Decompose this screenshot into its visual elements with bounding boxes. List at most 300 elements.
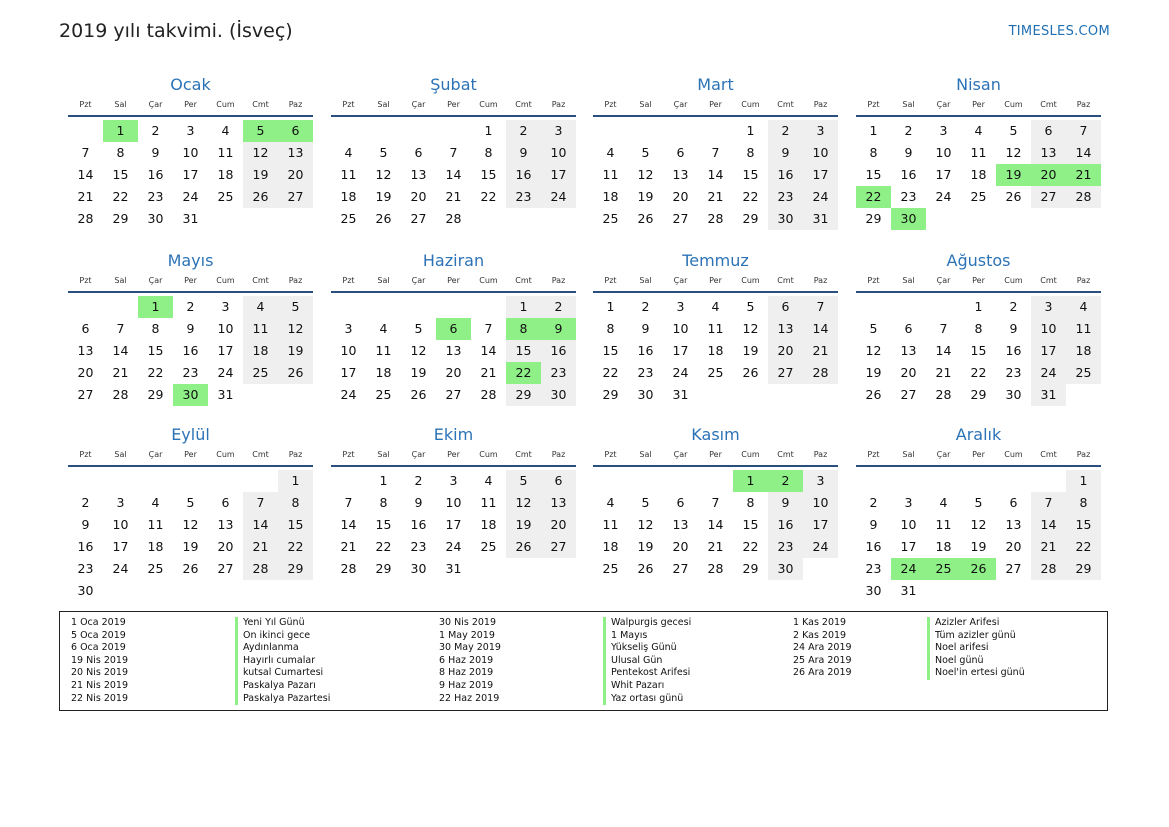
weekday-label: Cum <box>216 450 235 459</box>
weekday-label: Per <box>709 276 722 285</box>
month-title: Ağustos <box>946 251 1011 270</box>
holiday-name: Noel arifesi <box>927 642 1025 655</box>
legend-names-col1 <box>235 617 330 705</box>
month-block <box>68 74 313 230</box>
day-cell: 8 <box>484 145 493 160</box>
day-cell: 12 <box>637 167 654 182</box>
day-cell: 7 <box>81 145 90 160</box>
day-cell: 7 <box>711 495 720 510</box>
day-cell: 29 <box>602 387 619 402</box>
empty-cell <box>926 296 961 318</box>
day-cell: 13 <box>768 318 803 340</box>
weekday-header <box>856 272 1101 293</box>
empty-cell <box>366 120 401 142</box>
day-cell: 16 <box>410 517 427 532</box>
day-cell: 4 <box>606 495 615 510</box>
day-cell: 27 <box>1005 561 1022 576</box>
weekday-label: Çar <box>411 100 426 109</box>
empty-cell <box>926 470 961 492</box>
weekday-label: Sal <box>639 276 652 285</box>
day-cell: 16 <box>147 167 164 182</box>
weekday-label: Çar <box>936 450 951 459</box>
day-cell: 18 <box>375 365 392 380</box>
day-cell: 12 <box>970 517 987 532</box>
day-cell: 23 <box>541 362 576 384</box>
day-cell: 1 <box>974 299 983 314</box>
day-cell: 22 <box>375 539 392 554</box>
day-cell: 4 <box>243 296 278 318</box>
holiday-day-cell: 8 <box>506 318 541 340</box>
day-cell: 30 <box>1005 387 1022 402</box>
day-cell: 5 <box>506 470 541 492</box>
day-cell: 13 <box>410 167 427 182</box>
legend-names-col3 <box>927 617 1025 680</box>
weekday-header <box>856 446 1101 467</box>
weekday-label: Çar <box>673 276 688 285</box>
day-grid <box>331 296 576 406</box>
day-cell: 31 <box>900 583 917 598</box>
day-cell: 31 <box>1031 384 1066 406</box>
day-cell: 3 <box>221 299 230 314</box>
day-grid <box>331 120 576 230</box>
day-cell: 19 <box>637 539 654 554</box>
weekday-label: Pzt <box>342 276 355 285</box>
empty-cell <box>138 470 173 492</box>
day-cell: 10 <box>340 343 357 358</box>
month-block <box>856 424 1101 602</box>
weekday-label: Cum <box>1004 100 1023 109</box>
holiday-date: 26 Ara 2019 <box>793 667 852 679</box>
day-cell: 13 <box>1005 517 1022 532</box>
weekday-label: Paz <box>1076 100 1091 109</box>
holiday-date: 22 Haz 2019 <box>439 692 500 704</box>
day-cell: 14 <box>803 318 838 340</box>
day-cell: 22 <box>1066 536 1101 558</box>
weekday-label: Çar <box>411 276 426 285</box>
weekday-label: Per <box>184 276 197 285</box>
weekday-label: Cum <box>216 100 235 109</box>
weekday-label: Çar <box>148 100 163 109</box>
day-cell: 1 <box>746 123 755 138</box>
day-grid <box>593 296 838 406</box>
day-cell: 30 <box>637 387 654 402</box>
day-cell: 31 <box>182 211 199 226</box>
weekday-label: Cum <box>1004 450 1023 459</box>
day-cell: 14 <box>480 343 497 358</box>
empty-cell <box>663 470 698 492</box>
day-cell: 4 <box>939 495 948 510</box>
weekday-label: Çar <box>411 450 426 459</box>
weekday-label: Cum <box>1004 276 1023 285</box>
day-cell: 6 <box>1009 495 1018 510</box>
day-cell: 6 <box>541 470 576 492</box>
holiday-name: Pentekost Arifesi <box>603 667 691 680</box>
empty-cell <box>366 296 401 318</box>
month-title: Haziran <box>422 251 485 270</box>
day-cell: 14 <box>112 343 129 358</box>
weekday-label: Cum <box>741 450 760 459</box>
day-cell: 15 <box>742 167 759 182</box>
weekday-header <box>331 272 576 293</box>
empty-cell <box>856 296 891 318</box>
holiday-date: 1 May 2019 <box>439 629 495 641</box>
holiday-name: Tüm azizler günü <box>927 630 1025 643</box>
day-cell: 16 <box>182 343 199 358</box>
weekday-label: Cmt <box>252 100 269 109</box>
day-cell: 7 <box>803 296 838 318</box>
weekday-label: Sal <box>902 276 915 285</box>
day-cell: 26 <box>1005 189 1022 204</box>
weekday-label: Sal <box>902 450 915 459</box>
holiday-day-cell: 1 <box>733 470 768 492</box>
empty-cell <box>401 120 436 142</box>
day-cell: 14 <box>1031 514 1066 536</box>
day-cell: 22 <box>742 539 759 554</box>
weekday-label: Per <box>447 450 460 459</box>
month-block <box>331 424 576 580</box>
weekday-label: Çar <box>936 100 951 109</box>
holiday-name: Paskalya Pazartesi <box>235 693 330 706</box>
day-cell: 26 <box>375 211 392 226</box>
weekday-label: Pzt <box>79 100 92 109</box>
day-cell: 19 <box>243 164 278 186</box>
day-cell: 7 <box>344 495 353 510</box>
weekday-label: Pzt <box>604 100 617 109</box>
weekday-label: Cmt <box>777 100 794 109</box>
weekday-label: Per <box>184 100 197 109</box>
day-cell: 2 <box>506 120 541 142</box>
day-cell: 5 <box>278 296 313 318</box>
day-cell: 25 <box>243 362 278 384</box>
holiday-name: Whit Pazarı <box>603 680 691 693</box>
day-cell: 10 <box>182 145 199 160</box>
day-cell: 14 <box>445 167 462 182</box>
day-cell: 27 <box>768 362 803 384</box>
day-cell: 26 <box>637 561 654 576</box>
legend-dates-col1 <box>71 617 128 705</box>
day-cell: 8 <box>974 321 983 336</box>
day-cell: 12 <box>278 318 313 340</box>
day-grid <box>68 470 313 602</box>
weekday-header <box>593 446 838 467</box>
day-cell: 2 <box>869 495 878 510</box>
day-cell: 14 <box>707 517 724 532</box>
holiday-day-cell: 25 <box>926 558 961 580</box>
day-cell: 7 <box>116 321 125 336</box>
day-cell: 25 <box>1066 362 1101 384</box>
day-cell: 4 <box>221 123 230 138</box>
holiday-day-cell: 30 <box>173 384 208 406</box>
empty-cell <box>243 470 278 492</box>
day-cell: 28 <box>1066 186 1101 208</box>
day-cell: 13 <box>1031 142 1066 164</box>
day-cell: 15 <box>865 167 882 182</box>
day-cell: 23 <box>410 539 427 554</box>
day-cell: 27 <box>1031 186 1066 208</box>
day-cell: 23 <box>506 186 541 208</box>
day-cell: 8 <box>379 495 388 510</box>
empty-cell <box>891 296 926 318</box>
day-cell: 30 <box>410 561 427 576</box>
day-cell: 1 <box>506 296 541 318</box>
day-cell: 20 <box>77 365 94 380</box>
day-cell: 18 <box>707 343 724 358</box>
holiday-date: 25 Ara 2019 <box>793 654 852 666</box>
day-cell: 17 <box>803 164 838 186</box>
day-cell: 21 <box>340 539 357 554</box>
day-cell: 6 <box>676 495 685 510</box>
day-cell: 15 <box>278 514 313 536</box>
day-cell: 17 <box>112 539 129 554</box>
day-cell: 23 <box>182 365 199 380</box>
day-cell: 21 <box>77 189 94 204</box>
weekday-header <box>68 446 313 467</box>
day-cell: 27 <box>541 536 576 558</box>
weekday-label: Cmt <box>515 100 532 109</box>
holiday-day-cell: 30 <box>891 208 926 230</box>
empty-cell <box>628 470 663 492</box>
day-cell: 4 <box>974 123 983 138</box>
day-cell: 16 <box>506 164 541 186</box>
weekday-label: Çar <box>148 450 163 459</box>
empty-cell <box>68 120 103 142</box>
day-cell: 31 <box>217 387 234 402</box>
day-cell: 7 <box>1066 120 1101 142</box>
day-cell: 22 <box>480 189 497 204</box>
holiday-name: 1 Mayıs <box>603 630 691 643</box>
weekday-label: Pzt <box>342 450 355 459</box>
day-cell: 10 <box>803 492 838 514</box>
day-cell: 18 <box>340 189 357 204</box>
holiday-day-cell: 20 <box>1031 164 1066 186</box>
weekday-label: Çar <box>673 450 688 459</box>
day-cell: 26 <box>637 211 654 226</box>
holiday-date: 22 Nis 2019 <box>71 692 128 704</box>
day-cell: 16 <box>768 164 803 186</box>
day-cell: 30 <box>541 384 576 406</box>
day-cell: 30 <box>865 583 882 598</box>
weekday-label: Paz <box>551 450 566 459</box>
day-cell: 19 <box>410 365 427 380</box>
day-cell: 12 <box>742 321 759 336</box>
month-block <box>593 74 838 230</box>
weekday-label: Cmt <box>252 450 269 459</box>
day-cell: 20 <box>278 164 313 186</box>
day-cell: 28 <box>1031 558 1066 580</box>
day-cell: 4 <box>1066 296 1101 318</box>
holiday-date: 2 Kas 2019 <box>793 629 847 641</box>
day-cell: 12 <box>506 492 541 514</box>
day-cell: 17 <box>445 517 462 532</box>
brand-link[interactable]: TIMESLES.COM <box>1008 24 1110 39</box>
weekday-label: Per <box>972 100 985 109</box>
empty-cell <box>698 470 733 492</box>
day-cell: 28 <box>707 561 724 576</box>
month-block <box>856 74 1101 230</box>
day-cell: 6 <box>81 321 90 336</box>
day-cell: 7 <box>711 145 720 160</box>
day-grid <box>593 470 838 580</box>
day-cell: 3 <box>676 299 685 314</box>
weekday-label: Cmt <box>1040 450 1057 459</box>
day-cell: 24 <box>1031 362 1066 384</box>
day-cell: 13 <box>445 343 462 358</box>
day-cell: 15 <box>742 517 759 532</box>
holiday-day-cell: 22 <box>856 186 891 208</box>
holiday-date: 9 Haz 2019 <box>439 679 494 691</box>
day-cell: 17 <box>672 343 689 358</box>
day-cell: 20 <box>217 539 234 554</box>
day-cell: 16 <box>900 167 917 182</box>
empty-cell <box>593 120 628 142</box>
empty-cell <box>961 470 996 492</box>
weekday-label: Sal <box>114 276 127 285</box>
month-block <box>68 250 313 406</box>
day-cell: 16 <box>865 539 882 554</box>
weekday-label: Paz <box>1076 450 1091 459</box>
day-cell: 27 <box>900 387 917 402</box>
month-title: Eylül <box>171 425 210 444</box>
day-cell: 8 <box>606 321 615 336</box>
day-cell: 27 <box>672 561 689 576</box>
day-cell: 29 <box>970 387 987 402</box>
day-cell: 3 <box>449 473 458 488</box>
holiday-name: On ikinci gece <box>235 630 330 643</box>
day-cell: 9 <box>186 321 195 336</box>
day-cell: 27 <box>672 211 689 226</box>
day-cell: 28 <box>243 558 278 580</box>
day-cell: 7 <box>939 321 948 336</box>
weekday-header <box>68 272 313 293</box>
day-cell: 2 <box>541 296 576 318</box>
holiday-legend <box>59 611 1108 711</box>
day-cell: 10 <box>935 145 952 160</box>
day-cell: 9 <box>506 142 541 164</box>
day-cell: 13 <box>672 517 689 532</box>
day-cell: 30 <box>147 211 164 226</box>
day-cell: 5 <box>974 495 983 510</box>
day-cell: 11 <box>147 517 164 532</box>
day-cell: 9 <box>151 145 160 160</box>
day-cell: 20 <box>1005 539 1022 554</box>
month-title: Şubat <box>430 75 477 94</box>
weekday-label: Pzt <box>867 100 880 109</box>
day-cell: 8 <box>746 145 755 160</box>
day-cell: 25 <box>340 211 357 226</box>
holiday-day-cell: 21 <box>1066 164 1101 186</box>
month-block <box>331 74 576 230</box>
holiday-day-cell: 26 <box>961 558 996 580</box>
weekday-label: Pzt <box>867 450 880 459</box>
day-cell: 16 <box>637 343 654 358</box>
day-cell: 29 <box>506 384 541 406</box>
day-cell: 16 <box>768 514 803 536</box>
weekday-label: Paz <box>288 450 303 459</box>
day-cell: 11 <box>243 318 278 340</box>
day-cell: 8 <box>1066 492 1101 514</box>
holiday-name: Yaz ortası günü <box>603 693 691 706</box>
day-cell: 15 <box>602 343 619 358</box>
day-cell: 28 <box>803 362 838 384</box>
day-cell: 14 <box>340 517 357 532</box>
day-cell: 23 <box>768 186 803 208</box>
day-cell: 30 <box>77 583 94 598</box>
day-cell: 16 <box>77 539 94 554</box>
day-cell: 24 <box>803 186 838 208</box>
day-cell: 21 <box>480 365 497 380</box>
day-cell: 14 <box>935 343 952 358</box>
day-cell: 29 <box>112 211 129 226</box>
day-cell: 20 <box>900 365 917 380</box>
day-cell: 14 <box>1066 142 1101 164</box>
day-cell: 11 <box>375 343 392 358</box>
day-cell: 11 <box>602 167 619 182</box>
empty-cell <box>593 470 628 492</box>
day-cell: 19 <box>182 539 199 554</box>
weekday-label: Cmt <box>1040 100 1057 109</box>
day-cell: 15 <box>112 167 129 182</box>
day-cell: 17 <box>900 539 917 554</box>
day-cell: 12 <box>1005 145 1022 160</box>
day-cell: 20 <box>672 539 689 554</box>
day-cell: 6 <box>676 145 685 160</box>
empty-cell <box>401 296 436 318</box>
empty-cell <box>331 120 366 142</box>
day-cell: 27 <box>77 387 94 402</box>
holiday-date: 24 Ara 2019 <box>793 642 852 654</box>
day-cell: 16 <box>541 340 576 362</box>
weekday-label: Paz <box>551 276 566 285</box>
day-cell: 2 <box>641 299 650 314</box>
holiday-day-cell: 22 <box>506 362 541 384</box>
day-cell: 25 <box>375 387 392 402</box>
day-cell: 8 <box>869 145 878 160</box>
day-cell: 28 <box>480 387 497 402</box>
day-cell: 25 <box>147 561 164 576</box>
holiday-date: 1 Oca 2019 <box>71 617 126 628</box>
day-cell: 5 <box>186 495 195 510</box>
weekday-label: Paz <box>813 450 828 459</box>
day-cell: 24 <box>672 365 689 380</box>
day-cell: 20 <box>541 514 576 536</box>
day-cell: 17 <box>803 514 838 536</box>
day-cell: 26 <box>410 387 427 402</box>
day-cell: 2 <box>186 299 195 314</box>
weekday-label: Pzt <box>604 450 617 459</box>
day-cell: 26 <box>182 561 199 576</box>
weekday-label: Sal <box>639 450 652 459</box>
day-cell: 19 <box>865 365 882 380</box>
day-cell: 15 <box>147 343 164 358</box>
weekday-label: Cmt <box>777 276 794 285</box>
weekday-label: Pzt <box>604 276 617 285</box>
day-cell: 18 <box>602 539 619 554</box>
day-cell: 24 <box>340 387 357 402</box>
day-cell: 13 <box>278 142 313 164</box>
day-cell: 12 <box>243 142 278 164</box>
weekday-label: Çar <box>673 100 688 109</box>
day-cell: 25 <box>217 189 234 204</box>
holiday-date: 30 Nis 2019 <box>439 617 496 628</box>
weekday-label: Per <box>184 450 197 459</box>
weekday-label: Per <box>972 276 985 285</box>
holiday-date: 30 May 2019 <box>439 642 501 654</box>
day-grid <box>856 470 1101 602</box>
day-cell: 1 <box>379 473 388 488</box>
day-cell: 22 <box>602 365 619 380</box>
day-cell: 4 <box>344 145 353 160</box>
day-cell: 24 <box>112 561 129 576</box>
